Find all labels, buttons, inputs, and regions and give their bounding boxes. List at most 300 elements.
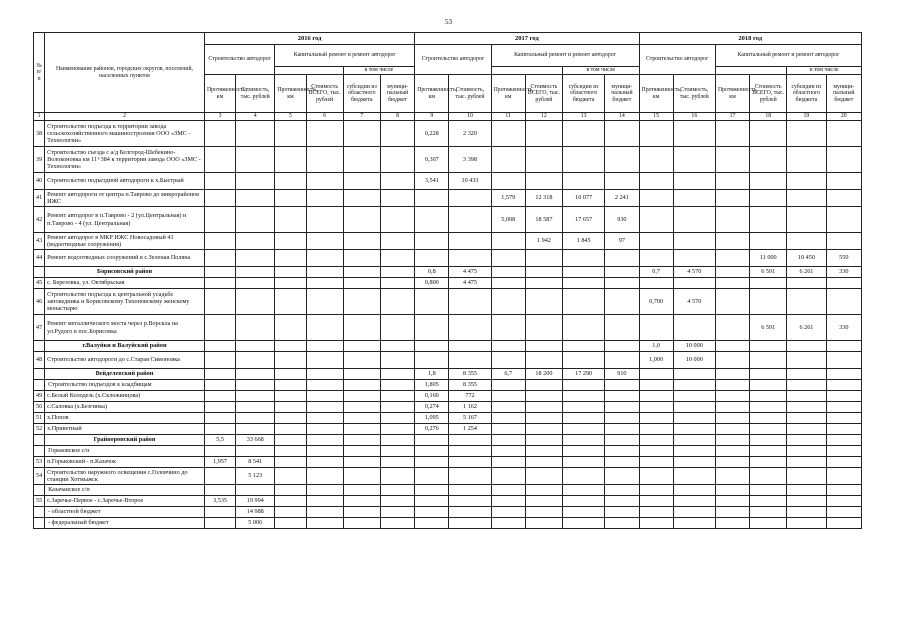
cell-col-9	[415, 190, 449, 207]
row-number	[34, 485, 45, 496]
cell-col-17	[715, 402, 749, 413]
cell-col-8	[380, 380, 414, 391]
cell-col-15	[639, 233, 673, 250]
cell-col-6	[306, 380, 343, 391]
cell-col-15	[639, 207, 673, 233]
cell-col-4	[236, 391, 275, 402]
row-name: Ремонт автодорог в п.Таврово - 2 (ул.Центральная) и п.Таврово - 4 (ул. Центральная)	[45, 207, 205, 233]
cell-col-7	[343, 352, 380, 369]
row-name: Горьковское с/п	[45, 446, 205, 457]
header-cost-total: Стоимость ВСЕГО, тыс. рублей	[750, 75, 787, 113]
cell-col-7	[343, 190, 380, 207]
cell-col-5	[275, 380, 306, 391]
row-name: п.Горьковский - п.Казачок	[45, 457, 205, 468]
cell-col-18	[750, 173, 787, 190]
cell-col-9	[415, 207, 449, 233]
cell-col-9	[415, 446, 449, 457]
cell-col-7	[343, 457, 380, 468]
cell-col-5	[275, 391, 306, 402]
cell-col-12	[525, 315, 562, 341]
row-name: - областной бюджет	[45, 507, 205, 518]
cell-col-4	[236, 233, 275, 250]
cell-col-4	[236, 267, 275, 278]
cell-col-11: 5,008	[491, 207, 525, 233]
cell-col-7	[343, 369, 380, 380]
cell-col-19	[787, 190, 826, 207]
cell-col-20	[826, 496, 861, 507]
cell-col-16: 10 000	[673, 341, 715, 352]
cell-col-15	[639, 315, 673, 341]
cell-col-15	[639, 485, 673, 496]
row-name: с. Березовка, ул. Октябрьская	[45, 278, 205, 289]
cell-col-6	[306, 446, 343, 457]
cell-col-17	[715, 435, 749, 446]
cell-col-10: 8 355	[449, 369, 491, 380]
cell-col-17	[715, 380, 749, 391]
cell-col-8	[380, 391, 414, 402]
cell-col-19	[787, 468, 826, 485]
cell-col-13	[563, 485, 605, 496]
cell-col-14	[605, 507, 639, 518]
table-row	[34, 424, 862, 435]
cell-col-5	[275, 446, 306, 457]
row-number: 44	[34, 250, 45, 267]
cell-col-12	[525, 413, 562, 424]
cell-col-19: 6 261	[787, 315, 826, 341]
row-number: 51	[34, 413, 45, 424]
cell-col-20	[826, 352, 861, 369]
cell-col-6	[306, 369, 343, 380]
cell-col-17	[715, 446, 749, 457]
cell-col-6	[306, 341, 343, 352]
cell-col-6	[306, 147, 343, 173]
cell-col-3: 5,5	[204, 435, 235, 446]
cell-col-16	[673, 250, 715, 267]
cell-col-10: 3 398	[449, 147, 491, 173]
header-cost: Стоимость, тыс. рублей	[236, 75, 275, 113]
cell-col-8	[380, 446, 414, 457]
cell-col-12	[525, 289, 562, 315]
cell-col-17	[715, 289, 749, 315]
row-name: Ремонт автодорог в МКР ИЖС Новосадовый 41 (водоотводные сооружения)	[45, 233, 205, 250]
row-number: 49	[34, 391, 45, 402]
cell-col-19	[787, 424, 826, 435]
cell-col-15	[639, 380, 673, 391]
cell-col-20	[826, 289, 861, 315]
cell-col-9	[415, 352, 449, 369]
header-blank	[715, 67, 786, 75]
cell-col-11	[491, 507, 525, 518]
header-cost: Стоимость, тыс. рублей	[673, 75, 715, 113]
cell-col-4	[236, 315, 275, 341]
cell-col-11	[491, 496, 525, 507]
cell-col-8	[380, 413, 414, 424]
cell-col-17	[715, 485, 749, 496]
cell-col-15	[639, 173, 673, 190]
cell-col-14: 910	[605, 369, 639, 380]
cell-col-16	[673, 190, 715, 207]
cell-col-8	[380, 147, 414, 173]
cell-col-18	[750, 190, 787, 207]
column-number: 11	[491, 113, 525, 121]
table-body	[34, 121, 862, 529]
cell-col-13: 10 077	[563, 190, 605, 207]
cell-col-19	[787, 380, 826, 391]
row-number: 47	[34, 315, 45, 341]
cell-col-12: 18 200	[525, 369, 562, 380]
cell-col-13: 17 290	[563, 369, 605, 380]
page-number: 53	[445, 18, 452, 26]
column-number: 7	[343, 113, 380, 121]
cell-col-14	[605, 250, 639, 267]
district-row	[34, 267, 862, 278]
cell-col-14	[605, 391, 639, 402]
cell-col-8	[380, 250, 414, 267]
cell-col-5	[275, 468, 306, 485]
row-number: 52	[34, 424, 45, 435]
cell-col-19	[787, 233, 826, 250]
cell-col-18	[750, 518, 787, 529]
cell-col-7	[343, 424, 380, 435]
row-number: 40	[34, 173, 45, 190]
cell-col-17	[715, 518, 749, 529]
cell-col-11	[491, 457, 525, 468]
cell-col-8	[380, 315, 414, 341]
header-blank	[491, 67, 562, 75]
cell-col-7	[343, 147, 380, 173]
cell-col-14: 97	[605, 233, 639, 250]
header-year-2018: 2018 год	[639, 33, 861, 45]
cell-col-5	[275, 278, 306, 289]
table-row	[34, 496, 862, 507]
cell-col-7	[343, 507, 380, 518]
cell-col-9	[415, 315, 449, 341]
cell-col-17	[715, 507, 749, 518]
cell-col-13	[563, 518, 605, 529]
cell-col-11	[491, 518, 525, 529]
cell-col-6	[306, 315, 343, 341]
cell-col-6	[306, 413, 343, 424]
cell-col-3	[204, 267, 235, 278]
row-name: Ремонт металлического моста через р.Ворскла на ул.Рудого в пос.Борисовка	[45, 315, 205, 341]
cell-col-5	[275, 352, 306, 369]
cell-col-4	[236, 147, 275, 173]
cell-col-12	[525, 380, 562, 391]
column-number: 16	[673, 113, 715, 121]
cell-col-11	[491, 435, 525, 446]
cell-col-7	[343, 485, 380, 496]
column-number: 15	[639, 113, 673, 121]
cell-col-7	[343, 207, 380, 233]
cell-col-18	[750, 424, 787, 435]
cell-col-4	[236, 173, 275, 190]
cell-col-17	[715, 173, 749, 190]
header-municipal: муници-пальный бюджет	[826, 75, 861, 113]
cell-col-8	[380, 352, 414, 369]
table-row	[34, 315, 862, 341]
cell-col-10: 8 355	[449, 380, 491, 391]
cell-col-11	[491, 380, 525, 391]
row-number: 46	[34, 289, 45, 315]
table-header	[34, 33, 862, 121]
cell-col-12: 12 318	[525, 190, 562, 207]
cell-col-18	[750, 380, 787, 391]
cell-col-16	[673, 496, 715, 507]
cell-col-5	[275, 435, 306, 446]
cell-col-19	[787, 391, 826, 402]
cell-col-8	[380, 518, 414, 529]
row-number: 41	[34, 190, 45, 207]
cell-col-10	[449, 190, 491, 207]
cell-col-20	[826, 435, 861, 446]
cell-col-5	[275, 341, 306, 352]
column-number: 14	[605, 113, 639, 121]
cell-col-11	[491, 424, 525, 435]
cell-col-8	[380, 485, 414, 496]
cell-col-18	[750, 233, 787, 250]
table-row	[34, 402, 862, 413]
row-name: Борисовский район	[45, 267, 205, 278]
cell-col-16	[673, 446, 715, 457]
cell-col-9: 1,805	[415, 380, 449, 391]
cell-col-14	[605, 468, 639, 485]
cell-col-20: 330	[826, 267, 861, 278]
table-row	[34, 278, 862, 289]
cell-col-7	[343, 496, 380, 507]
header-no: № п/п	[34, 33, 45, 113]
cell-col-17	[715, 496, 749, 507]
cell-col-12	[525, 391, 562, 402]
cell-col-10: 2 320	[449, 121, 491, 147]
cell-col-6	[306, 507, 343, 518]
cell-col-4	[236, 369, 275, 380]
district-row	[34, 435, 862, 446]
cell-col-19	[787, 496, 826, 507]
cell-col-18	[750, 121, 787, 147]
cell-col-20: 330	[826, 315, 861, 341]
cell-col-3	[204, 424, 235, 435]
cell-col-15	[639, 446, 673, 457]
cell-col-12	[525, 147, 562, 173]
cell-col-19	[787, 402, 826, 413]
cell-col-4: 33 668	[236, 435, 275, 446]
cell-col-13	[563, 435, 605, 446]
cell-col-13: 1 845	[563, 233, 605, 250]
cell-col-16	[673, 518, 715, 529]
road-works-table	[33, 32, 862, 529]
cell-col-6	[306, 391, 343, 402]
cell-col-7	[343, 435, 380, 446]
cell-col-18: 11 000	[750, 250, 787, 267]
cell-col-12	[525, 341, 562, 352]
cell-col-16	[673, 233, 715, 250]
cell-col-14	[605, 435, 639, 446]
cell-col-9	[415, 518, 449, 529]
cell-col-3	[204, 485, 235, 496]
row-name: Ремонт водоотводных сооружений в с.Зеленая Поляна	[45, 250, 205, 267]
cell-col-18	[750, 352, 787, 369]
cell-col-3	[204, 278, 235, 289]
row-number	[34, 267, 45, 278]
cell-col-15: 0,7	[639, 267, 673, 278]
cell-col-9	[415, 457, 449, 468]
column-number: 19	[787, 113, 826, 121]
cell-col-9: 1,095	[415, 413, 449, 424]
cell-col-13	[563, 457, 605, 468]
cell-col-13	[563, 424, 605, 435]
cell-col-10	[449, 341, 491, 352]
cell-col-14	[605, 267, 639, 278]
cell-col-14	[605, 352, 639, 369]
cell-col-15	[639, 391, 673, 402]
row-number: 38	[34, 121, 45, 147]
cell-col-9	[415, 341, 449, 352]
cell-col-16	[673, 173, 715, 190]
cell-col-14	[605, 413, 639, 424]
cell-col-15	[639, 496, 673, 507]
cell-col-3	[204, 468, 235, 485]
row-number: 55	[34, 496, 45, 507]
cell-col-12	[525, 121, 562, 147]
cell-col-8	[380, 173, 414, 190]
cell-col-7	[343, 278, 380, 289]
cell-col-7	[343, 413, 380, 424]
cell-col-11	[491, 173, 525, 190]
cell-col-18	[750, 496, 787, 507]
cell-col-19	[787, 207, 826, 233]
cell-col-15	[639, 121, 673, 147]
cell-col-17	[715, 121, 749, 147]
column-number: 20	[826, 113, 861, 121]
header-blank	[275, 67, 343, 75]
cell-col-10	[449, 468, 491, 485]
cell-col-13	[563, 173, 605, 190]
cell-col-18	[750, 278, 787, 289]
cell-col-20	[826, 233, 861, 250]
header-length: Протяженность, км	[639, 75, 673, 113]
cell-col-13: 17 657	[563, 207, 605, 233]
cell-col-6	[306, 190, 343, 207]
row-number	[34, 507, 45, 518]
subgroup-row	[34, 485, 862, 496]
cell-col-9: 0,160	[415, 391, 449, 402]
cell-col-6	[306, 457, 343, 468]
cell-col-16	[673, 121, 715, 147]
cell-col-8	[380, 341, 414, 352]
cell-col-17	[715, 369, 749, 380]
cell-col-6	[306, 352, 343, 369]
cell-col-4	[236, 341, 275, 352]
header-cost-total: Стоимость ВСЕГО, тыс. рублей	[306, 75, 343, 113]
cell-col-5	[275, 413, 306, 424]
cell-col-18	[750, 413, 787, 424]
cell-col-16	[673, 485, 715, 496]
cell-col-7	[343, 380, 380, 391]
table-row	[34, 413, 862, 424]
district-row	[34, 341, 862, 352]
header-year-2016: 2016 год	[204, 33, 414, 45]
cell-col-18	[750, 457, 787, 468]
header-length: Протяженность, км	[715, 75, 749, 113]
table-row	[34, 190, 862, 207]
cell-col-15	[639, 435, 673, 446]
cell-col-20	[826, 369, 861, 380]
column-number: 6	[306, 113, 343, 121]
row-name: х.Попов	[45, 413, 205, 424]
cell-col-17	[715, 457, 749, 468]
cell-col-11	[491, 391, 525, 402]
cell-col-16	[673, 391, 715, 402]
cell-col-7	[343, 250, 380, 267]
cell-col-5	[275, 173, 306, 190]
cell-col-12: 1 942	[525, 233, 562, 250]
cell-col-13	[563, 507, 605, 518]
table-row	[34, 468, 862, 485]
cell-col-19	[787, 446, 826, 457]
cell-col-19	[787, 435, 826, 446]
cell-col-7	[343, 446, 380, 457]
cell-col-20	[826, 147, 861, 173]
column-number: 5	[275, 113, 306, 121]
cell-col-11	[491, 446, 525, 457]
cell-col-15	[639, 424, 673, 435]
cell-col-20	[826, 446, 861, 457]
header-year-2017: 2017 год	[415, 33, 639, 45]
cell-col-11	[491, 413, 525, 424]
cell-col-15	[639, 369, 673, 380]
cell-col-4: 8 541	[236, 457, 275, 468]
header-subsidy: субсидии из областного бюджета	[563, 75, 605, 113]
cell-col-5	[275, 190, 306, 207]
column-number: 8	[380, 113, 414, 121]
cell-col-10: 5 167	[449, 413, 491, 424]
cell-col-9	[415, 496, 449, 507]
cell-col-8	[380, 267, 414, 278]
cell-col-4	[236, 402, 275, 413]
cell-col-5	[275, 507, 306, 518]
cell-col-6	[306, 207, 343, 233]
cell-col-19	[787, 147, 826, 173]
cell-col-16	[673, 147, 715, 173]
cell-col-4	[236, 424, 275, 435]
row-number	[34, 380, 45, 391]
column-number: 18	[750, 113, 787, 121]
cell-col-10: 10 433	[449, 173, 491, 190]
cell-col-14: 930	[605, 207, 639, 233]
cell-col-13	[563, 147, 605, 173]
cell-col-10	[449, 315, 491, 341]
cell-col-7	[343, 402, 380, 413]
header-length: Протяженность, км	[204, 75, 235, 113]
cell-col-7	[343, 391, 380, 402]
cell-col-12	[525, 267, 562, 278]
cell-col-16	[673, 207, 715, 233]
column-number: 9	[415, 113, 449, 121]
cell-col-17	[715, 352, 749, 369]
cell-col-8	[380, 424, 414, 435]
cell-col-3	[204, 207, 235, 233]
cell-col-19	[787, 278, 826, 289]
cell-col-11: 1,579	[491, 190, 525, 207]
cell-col-15	[639, 278, 673, 289]
cell-col-17	[715, 391, 749, 402]
cell-col-19	[787, 457, 826, 468]
table-row	[34, 147, 862, 173]
cell-col-18	[750, 147, 787, 173]
cell-col-17	[715, 190, 749, 207]
cell-col-6	[306, 121, 343, 147]
cell-col-5	[275, 233, 306, 250]
